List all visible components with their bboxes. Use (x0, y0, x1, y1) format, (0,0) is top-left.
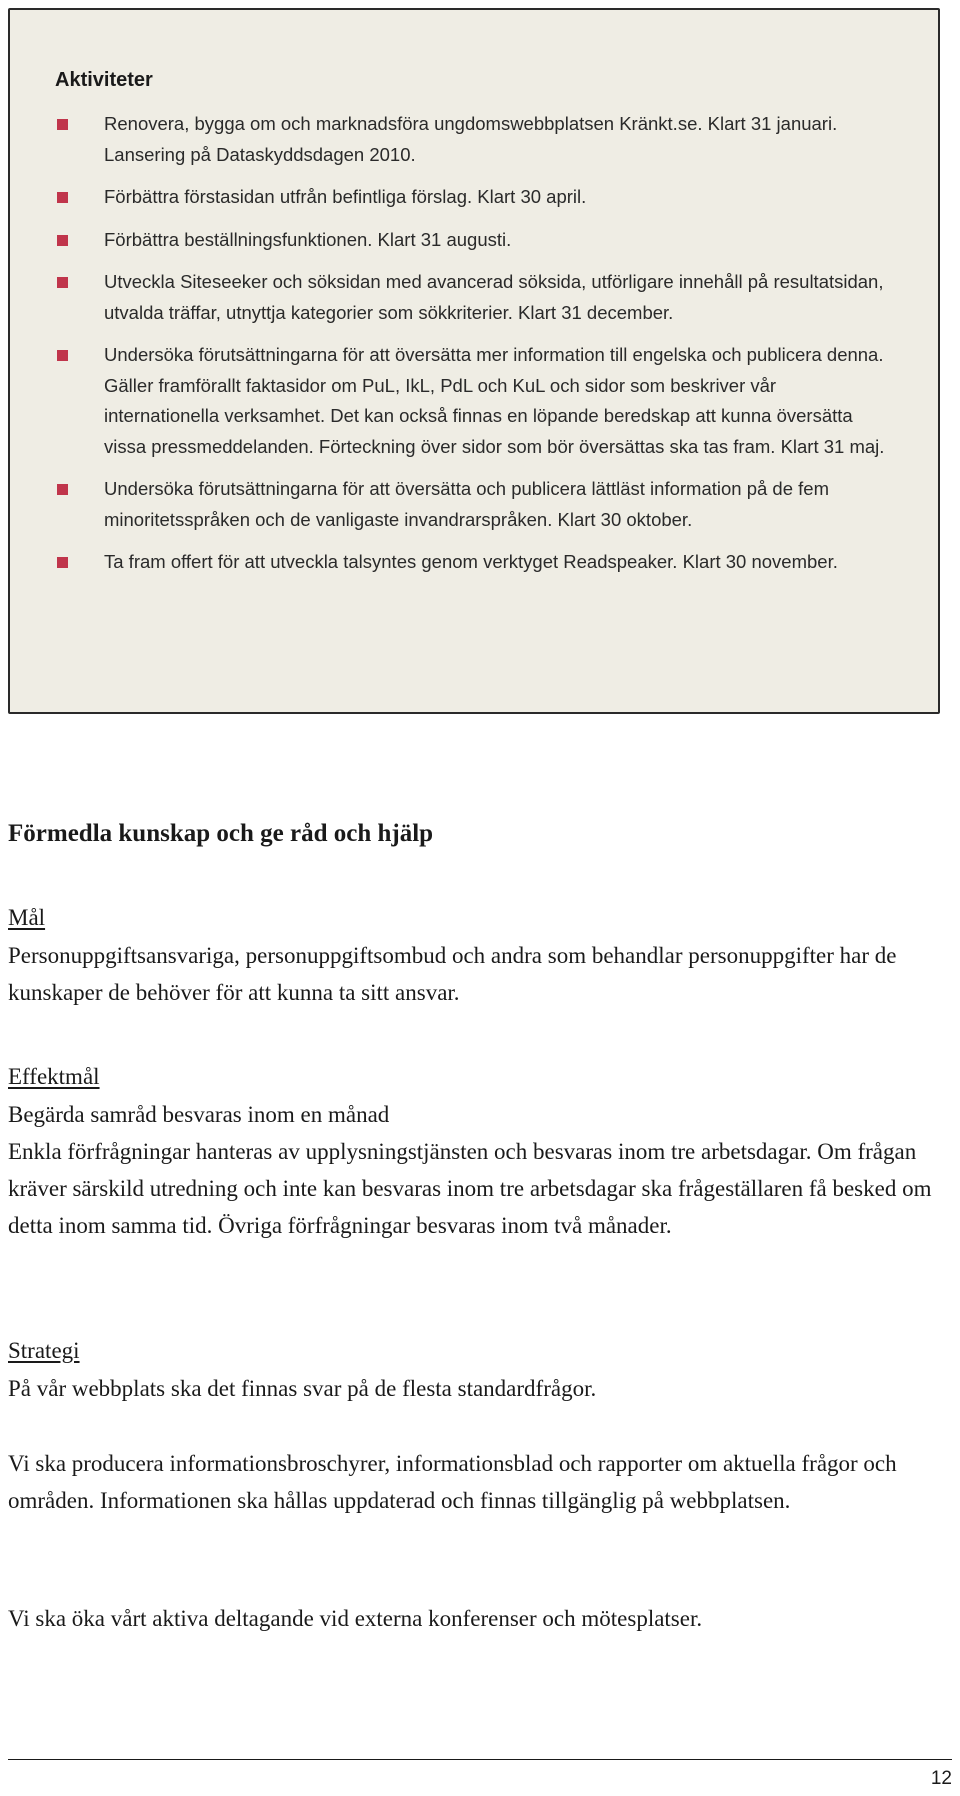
activities-title: Aktiviteter (55, 69, 153, 91)
strategi-paragraph-1: På vår webbplats ska det finnas svar på de flesta standardfrågor. (8, 1376, 597, 1401)
list-item (55, 109, 895, 170)
list-item (55, 225, 895, 256)
square-bullet-icon (57, 192, 68, 203)
list-item-text: Ta fram offert för att utveckla talsyntes genom verktyget Readspeaker. Klart 30 november. (104, 551, 838, 572)
strategi-paragraph-3: Vi ska öka vårt aktiva deltagande vid externa konferenser och mötesplatser. (8, 1606, 703, 1631)
page-number: 12 (930, 1768, 952, 1789)
square-bullet-icon (57, 557, 68, 568)
effektmal-label: Effektmål (8, 1064, 100, 1089)
strategi-paragraph-2: Vi ska producera informationsbroschyrer, informationsblad och rapporter om aktuella frågor och områden. Informationen ska hållas uppdaterad och finnas tillgänglig på webbplatsen. (8, 1451, 897, 1513)
list-item (55, 267, 895, 328)
list-item (55, 182, 895, 213)
list-item-text: Förbättra förstasidan utfrån befintliga förslag. Klart 30 april. (104, 186, 587, 207)
list-item-text: Undersöka förutsättningarna för att översätta mer information till engelska och publicera denna. Gäller framförallt faktasidor om PuL, IkL, PdL och KuL och sidor som beskriver vår internationella verksamhet. Det kan också finnas en löpande beredskap att kunna översätta vissa pressmeddelanden. Förteckning över sidor som bör översättas ska tas fram. Klart 31 maj. (104, 344, 885, 457)
list-item-text: Utveckla Siteseeker och söksidan med avancerad söksida, utförligare innehåll på resultatsidan, utvalda träffar, utnyttja kategorier som sökkriterier. Klart 31 december. (104, 271, 884, 323)
square-bullet-icon (57, 235, 68, 246)
square-bullet-icon (57, 119, 68, 130)
effektmal-line-2: Enkla förfrågningar hanteras av upplysningstjänsten och besvaras inom tre arbetsdagar. Om frågan kräver särskild utredning och inte kan besvaras inom tre arbetsdagar ska frågeställaren få besked om detta inom samma tid. Övriga förfrågningar besvaras inom två månader. (8, 1139, 932, 1238)
list-item (55, 474, 895, 535)
list-item-text: Förbättra beställningsfunktionen. Klart 31 augusti. (104, 228, 512, 250)
mal-label: Mål (8, 905, 46, 930)
list-item-text: Undersöka förutsättningarna för att översätta och publicera lättläst information på de fem minoritetsspråken och de vanligaste invandrarspråken. Klart 30 oktober. (104, 478, 829, 530)
square-bullet-icon (57, 350, 68, 361)
list-item-text: Renovera, bygga om och marknadsföra ungdomswebbplatsen Kränkt.se. Klart 31 januari. Lansering på Dataskyddsdagen 2010. (104, 113, 838, 165)
list-item (55, 340, 895, 462)
strategi-label: Strategi (8, 1338, 80, 1363)
footer-divider (8, 1759, 952, 1760)
activities-list (55, 109, 895, 590)
list-item (55, 547, 895, 578)
square-bullet-icon (57, 277, 68, 288)
mal-text: Personuppgiftsansvariga, personuppgiftsombud och andra som behandlar personuppgifter har de kunskaper de behöver för att kunna ta sitt ansvar. (8, 943, 897, 1005)
effektmal-line-1: Begärda samråd besvaras inom en månad (8, 1102, 390, 1127)
section-heading: Förmedla kunskap och ge råd och hjälp (8, 820, 434, 847)
square-bullet-icon (57, 484, 68, 495)
